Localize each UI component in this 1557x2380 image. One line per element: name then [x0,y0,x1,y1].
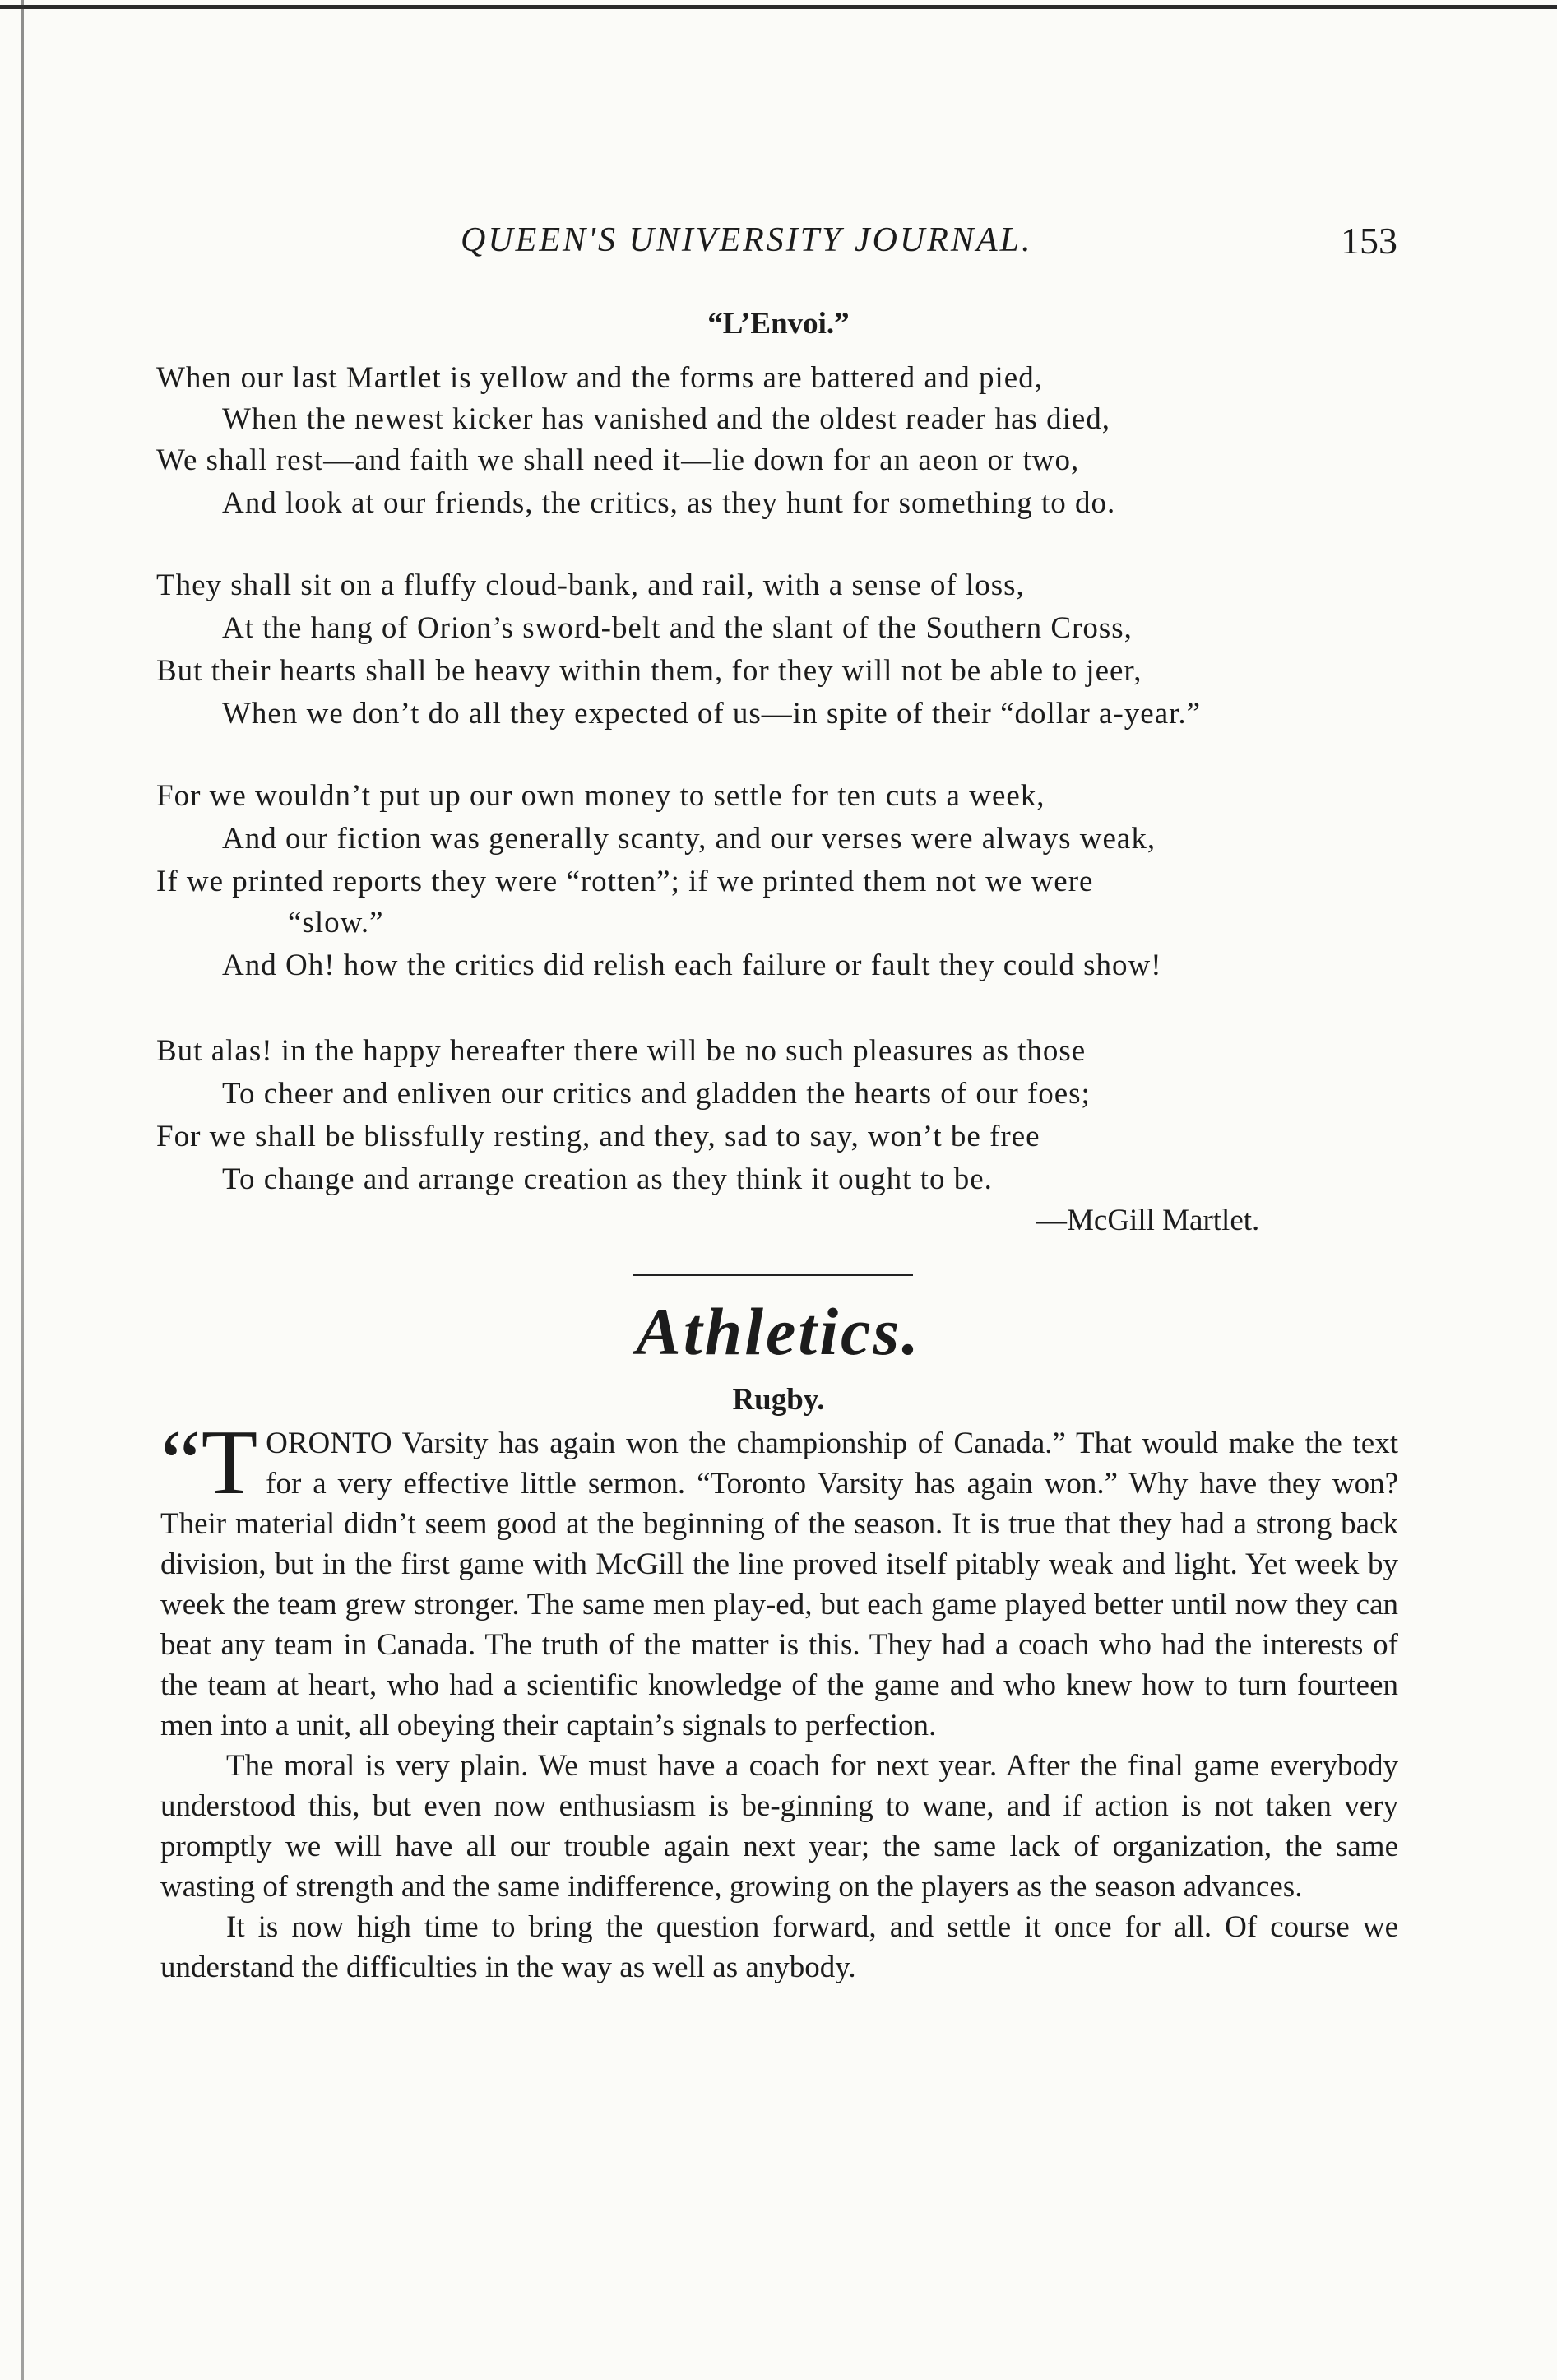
athletics-heading: Athletics. [636,1294,921,1369]
poem-line: If we printed reports they were “rotten”; if we printed them not we were [156,865,1094,898]
poem-line: To cheer and enliven our critics and gladden the hearts of our foes; [222,1077,1091,1111]
article-paragraph: The moral is very plain. We must have a coach for next year. After the final game everybody understood this, but even now enthusiasm is be-ginning to wane, and if action is not taken very promptly we will have all our trouble again next year; the same lack of organization, the same wasting of strength and the same indifference, growing on the players as the season advances. [160,1749,1398,1904]
page-binding-edge [21,0,24,2380]
poem-line: We shall rest—and faith we shall need it—lie down for an aeon or two, [156,443,1080,477]
poem-line: And our fiction was generally scanty, and our verses were always weak, [222,822,1156,856]
poem-signature: —McGill Martlet. [1036,1204,1260,1237]
article-paragraph: It is now high time to bring the question forward, and settle it once for all. Of course we understand the difficulties in the way as well as anybody. [160,1910,1398,1984]
poem-line: And Oh! how the critics did relish each failure or fault they could show! [222,949,1162,982]
poem-line: “slow.” [288,906,384,939]
poem-line: They shall sit on a fluffy cloud-bank, and rail, with a sense of loss, [156,568,1025,602]
poem-line: And look at our friends, the critics, as they hunt for something to do. [222,486,1116,520]
poem-line: But their hearts shall be heavy within them, for they will not be able to jeer, [156,654,1142,688]
rugby-subheading: Rugby. [732,1383,825,1417]
poem-line: For we shall be blissfully resting, and they, sad to say, won’t be free [156,1120,1040,1153]
poem-line: But alas! in the happy hereafter there will be no such pleasures as those [156,1034,1087,1068]
poem-title: “L’Envoi.” [707,307,850,341]
top-border-rule [0,5,1557,9]
poem-line: At the hang of Orion’s sword-belt and the slant of the Southern Cross, [222,611,1133,645]
paragraph-text: ORONTO Varsity has again won the championship of Canada.” That would make the text for a very effective little sermon. “Toronto Varsity has again won.” Why have they won? Their material didn’t seem good at the beginning of the season. It is true that they had a strong back division, but in the first game with McGill the line proved itself pitably weak and light. Yet week by week the team grew stronger. The same men play-ed, but each game played better until now they can beat any team in Canada. The truth of the matter is this. They had a coach who had the interests of the team at heart, who had a scientific knowledge of the game and who knew how to turn fourteen men into a unit, all obeying their captain’s signals to perfection. [160,1427,1398,1742]
article-body [160,1412,1398,1988]
poem-line: For we wouldn’t put up our own money to settle for ten cuts a week, [156,779,1045,813]
page-number: 153 [1341,220,1397,262]
drop-cap: “T [160,1412,258,1514]
poem-line: When the newest kicker has vanished and the oldest reader has died, [222,402,1111,436]
running-head: QUEEN'S UNIVERSITY JOURNAL. [461,221,1033,259]
section-divider [633,1274,913,1276]
poem-line: When our last Martlet is yellow and the forms are battered and pied, [156,361,1043,395]
poem-line: To change and arrange creation as they think it ought to be. [222,1162,993,1196]
poem-line: When we don’t do all they expected of us—in spite of their “dollar a-year.” [222,697,1202,731]
article-paragraph [160,1412,1398,1746]
